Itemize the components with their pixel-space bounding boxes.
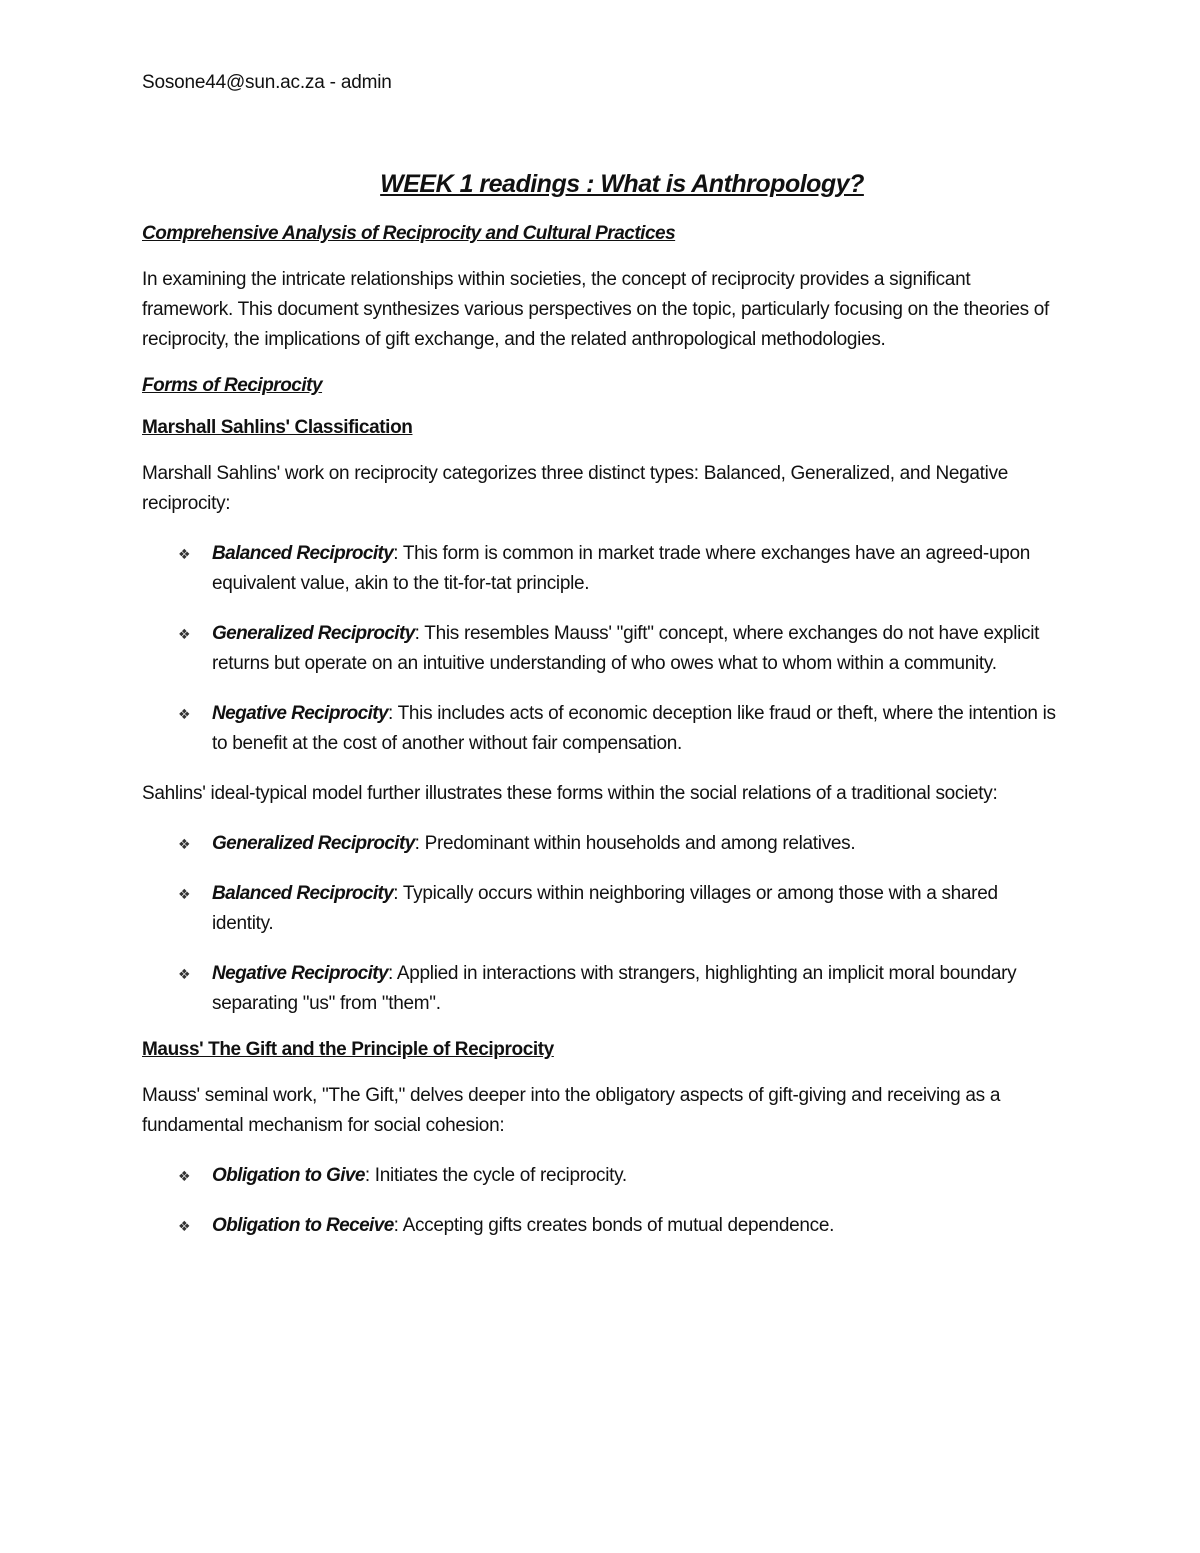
list-item: [142, 959, 1062, 1019]
term-description: : Initiates the cycle of reciprocity.: [364, 1165, 627, 1186]
mauss-list: [142, 1161, 1062, 1241]
list-item: [142, 1161, 1062, 1191]
list-item: [142, 699, 1062, 759]
diamond-bullet-icon: ❖: [178, 886, 191, 902]
forms-heading: Forms of Reciprocity: [142, 375, 323, 396]
intro-paragraph: In examining the intricate relationships within societies, the concept of reciprocity provides a significant framework. This document synthesizes various perspectives on the topic, particularly focusing on the theories of reciprocity, the implications of gift exchange, and the related anthropological methodologies.: [142, 269, 1050, 350]
diamond-bullet-icon: ❖: [178, 966, 191, 982]
term-description: : Predominant within households and among relatives.: [414, 833, 856, 854]
header-email: Sosone44@sun.ac.za - admin: [142, 72, 392, 93]
term-label: Negative Reciprocity: [212, 963, 388, 984]
sahlins-list: [142, 539, 1062, 759]
diamond-bullet-icon: ❖: [178, 626, 191, 642]
list-item: [142, 879, 1062, 939]
list-item: [142, 619, 1062, 679]
term-label: Obligation to Give: [212, 1165, 365, 1186]
mauss-heading: Mauss' The Gift and the Principle of Reciprocity: [142, 1039, 554, 1060]
term-label: Balanced Reciprocity: [212, 883, 394, 904]
term-label: Obligation to Receive: [212, 1215, 394, 1236]
term-description: : Applied in interactions with strangers, highlighting an implicit moral boundary separating "us" from "them".: [212, 963, 1017, 1014]
list-item: [142, 1211, 1062, 1241]
document-content: [142, 170, 1062, 1261]
diamond-bullet-icon: ❖: [178, 1168, 191, 1184]
list-item: [142, 829, 1062, 859]
term-description: : This resembles Mauss' "gift" concept, where exchanges do not have explicit returns but operate on an intuitive understanding of who owes what to whom within a community.: [212, 623, 1040, 674]
diamond-bullet-icon: ❖: [178, 836, 191, 852]
diamond-bullet-icon: ❖: [178, 1218, 191, 1234]
sahlins-heading: Marshall Sahlins' Classification: [142, 417, 413, 438]
term-label: Generalized Reciprocity: [212, 623, 415, 644]
term-description: : Accepting gifts creates bonds of mutual dependence.: [393, 1215, 835, 1236]
document-subtitle: Comprehensive Analysis of Reciprocity and Cultural Practices: [142, 223, 676, 244]
mauss-intro-paragraph: Mauss' seminal work, "The Gift," delves deeper into the obligatory aspects of gift-giving and receiving as a fundamental mechanism for social cohesion:: [142, 1085, 1001, 1136]
model-intro-paragraph: Sahlins' ideal-typical model further illustrates these forms within the social relations of a traditional society:: [142, 783, 998, 804]
term-description: : Typically occurs within neighboring villages or among those with a shared identity.: [212, 883, 998, 934]
model-list: [142, 829, 1062, 1019]
term-label: Generalized Reciprocity: [212, 833, 415, 854]
diamond-bullet-icon: ❖: [178, 706, 191, 722]
document-title: WEEK 1 readings : What is Anthropology?: [380, 170, 864, 198]
diamond-bullet-icon: ❖: [178, 546, 191, 562]
sahlins-intro-paragraph: Marshall Sahlins' work on reciprocity categorizes three distinct types: Balanced, Generalized, and Negative reciprocity:: [142, 463, 1009, 514]
term-description: : This includes acts of economic deception like fraud or theft, where the intention is to benefit at the cost of another without fair compensation.: [212, 703, 1056, 754]
term-label: Balanced Reciprocity: [212, 543, 394, 564]
list-item: [142, 539, 1062, 599]
term-label: Negative Reciprocity: [212, 703, 388, 724]
term-description: : This form is common in market trade where exchanges have an agreed-upon equivalent value, akin to the tit-for-tat principle.: [212, 543, 1031, 594]
